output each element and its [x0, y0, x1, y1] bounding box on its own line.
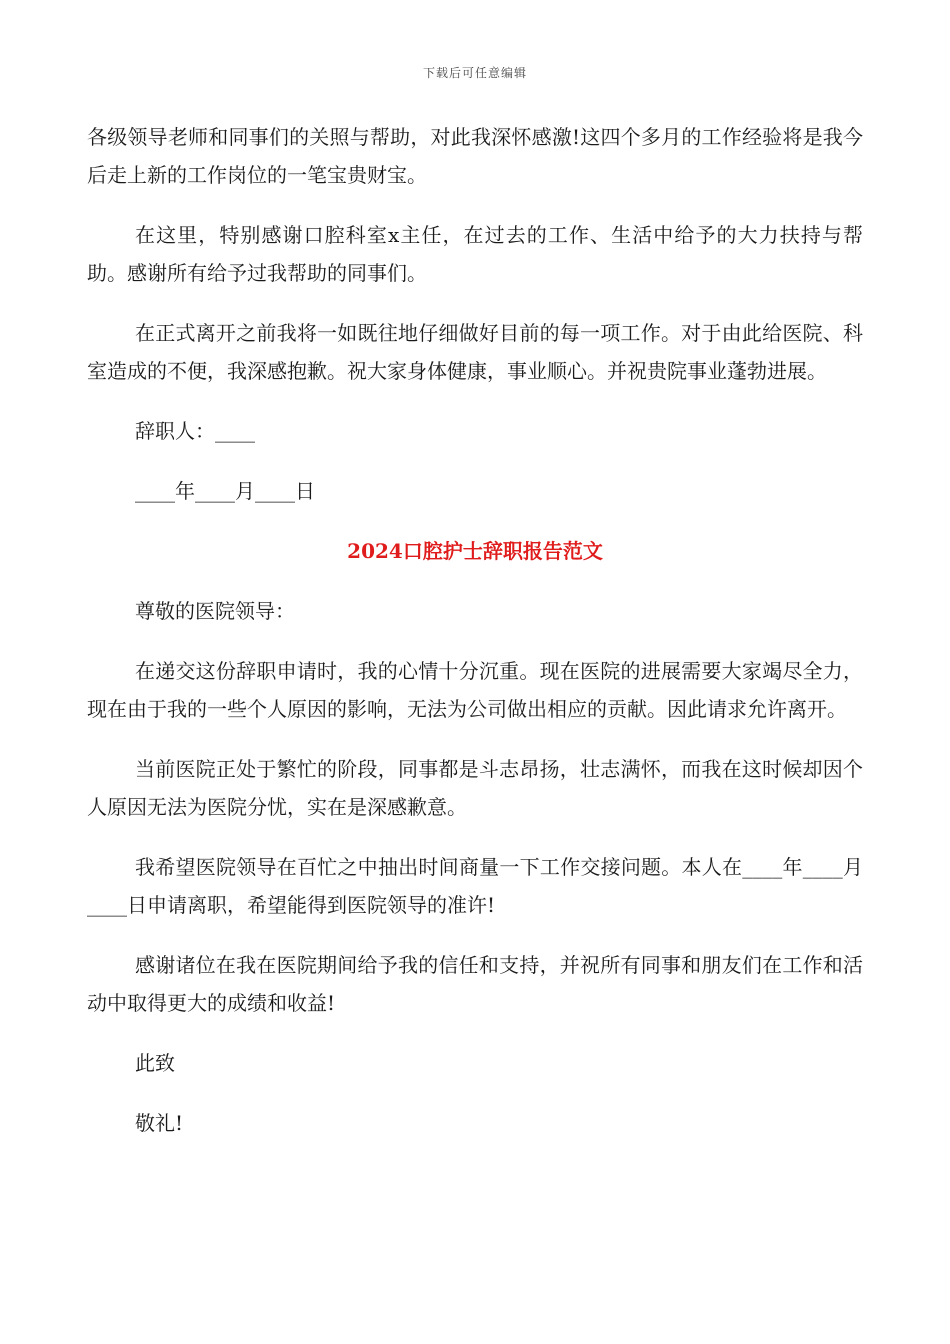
paragraph: 在这里，特别感谢口腔科室x主任，在过去的工作、生活中给予的大力扶持与帮助。感谢所有给予过我帮助的同事们。: [87, 223, 863, 285]
date-line: ____年____月____日: [135, 479, 315, 503]
closing: 此致: [135, 1051, 175, 1075]
paragraph: 感谢诸位在我在医院期间给予我的信任和支持，并祝所有同事和朋友们在工作和活动中取得更大的成绩和收益!: [87, 953, 863, 1015]
page-header: 下载后可任意编辑: [422, 66, 527, 80]
salutation: 尊敬的医院领导：: [135, 599, 295, 623]
paragraph: 各级领导老师和同事们的关照与帮助，对此我深怀感激!这四个多月的工作经验将是我今后走上新的工作岗位的一笔宝贵财宝。: [87, 125, 863, 187]
section-title: 2024口腔护士辞职报告范文: [347, 539, 603, 563]
signature-line: 辞职人：____: [135, 419, 255, 443]
paragraph: 当前医院正处于繁忙的阶段，同事都是斗志昂扬，壮志满怀，而我在这时候却因个人原因无法为医院分忧，实在是深感歉意。: [87, 757, 863, 819]
paragraph: 在正式离开之前我将一如既往地仔细做好目前的每一项工作。对于由此给医院、科室造成的不便，我深感抱歉。祝大家身体健康，事业顺心。并祝贵院事业蓬勃进展。: [87, 321, 863, 383]
document-body: [87, 118, 863, 1142]
closing-regards: 敬礼!: [135, 1111, 184, 1135]
paragraph: 我希望医院领导在百忙之中抽出时间商量一下工作交接问题。本人在____年____月____日申请离职，希望能得到医院领导的准许!: [87, 855, 863, 917]
paragraph: 在递交这份辞职申请时，我的心情十分沉重。现在医院的进展需要大家竭尽全力，现在由于我的一些个人原因的影响，无法为公司做出相应的贡献。因此请求允许离开。: [87, 659, 863, 721]
